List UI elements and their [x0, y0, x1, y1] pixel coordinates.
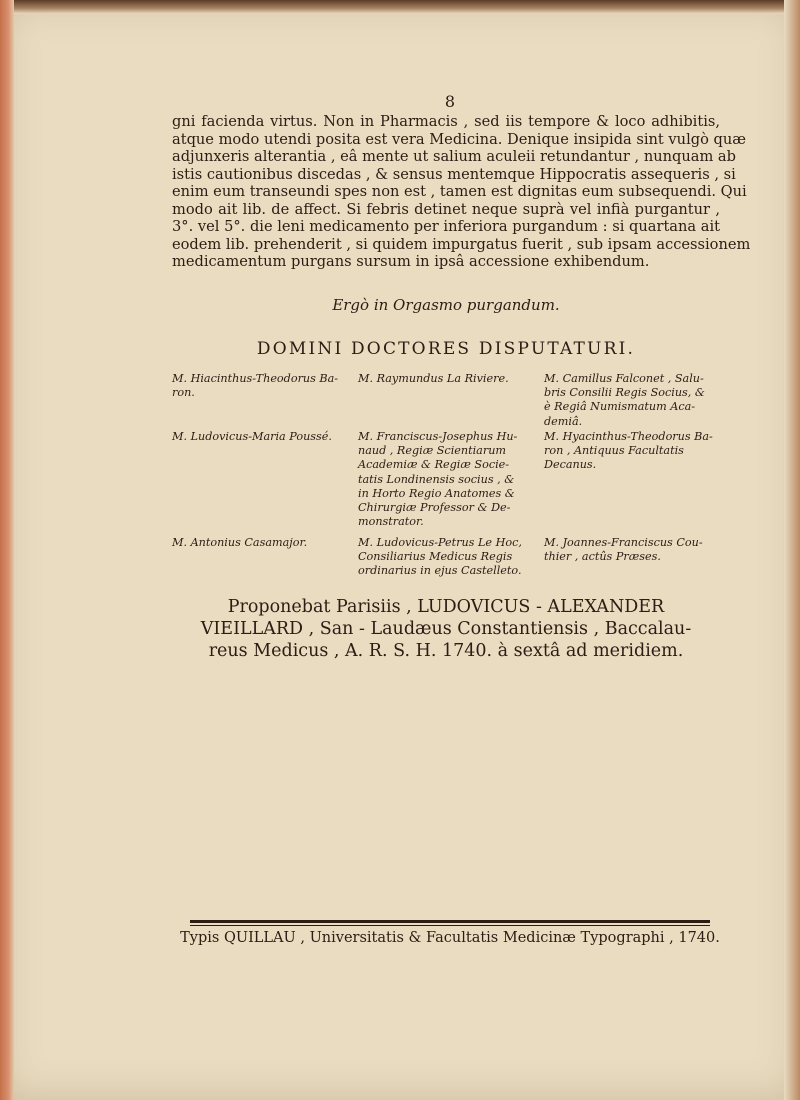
doctor-line: bris Consilii Regis Socius, & [544, 386, 705, 400]
doctor-line: M. Hyacinthus-Theodorus Ba- [544, 430, 713, 443]
doctor-line: ron , Antiquus Facultatis [544, 444, 684, 458]
doctor-entry [358, 536, 544, 579]
doctor-entry [358, 372, 544, 430]
page-right-edge [784, 0, 800, 1100]
doctor-line: M. Hiacinthus-Theodorus Ba- [172, 372, 339, 385]
doctors-list [172, 372, 724, 579]
doctor-line: Consiliarius Medicus Regis [358, 550, 513, 564]
doctor-line: naud , Regiæ Scientiarum [358, 444, 507, 458]
doctor-line: tatis Londinensis socius , & [358, 472, 515, 486]
doctor-entry [544, 372, 724, 430]
doctor-line: Academiæ & Regiæ Socie- [358, 458, 510, 472]
body-line: eodem lib. prehenderit , si quidem impurgatus fuerit , sub ipsam accessionem [172, 235, 751, 253]
doctor-entry [172, 430, 358, 536]
doctor-line: M. Joannes-Franciscus Cou- [544, 536, 703, 549]
footer-rule [190, 920, 710, 923]
body-line: adjunxeris alterantia , eâ mente ut salium aculeii retundantur , nunquam ab [172, 148, 736, 165]
body-line: 3°. vel 5°. die leni medicamento per inferiora purgandum : si quartana ait [172, 218, 720, 235]
doctor-line: Decanus. [544, 458, 597, 472]
doctor-line: demiâ. [544, 414, 583, 428]
body-line: enim eum transeundi spes non est , tamen est dignitas eum subsequendi. Qui [172, 183, 747, 200]
doctor-line: Chirurgiæ Professor & De- [358, 501, 511, 515]
doctor-line: in Horto Regio Anatomes & [358, 486, 515, 500]
body-line: atque modo utendi posita est vera Medicina. Denique insipida sint vulgò quæ [172, 130, 746, 148]
doctors-heading: DOMINI DOCTORES DISPUTATURI. [256, 339, 636, 359]
doctor-line: M. Franciscus-Josephus Hu- [358, 430, 518, 443]
proponebat-line: VIEILLARD , San - Laudæus Constantiensis , Baccalau- [200, 619, 692, 639]
doctor-line: monstrator. [358, 515, 424, 529]
doctor-line: M. Ludovicus-Maria Poussé. [172, 430, 332, 443]
doctor-line: ordinarius in ejus Castelleto. [358, 564, 522, 578]
doctor-entry [544, 536, 724, 579]
body-line: istis cautionibus discedas , & sensus mentemque Hippocratis assequeris , si [172, 165, 736, 183]
doctor-entry [358, 430, 544, 536]
doctor-line: M. Ludovicus-Petrus Le Hoc, [358, 536, 522, 549]
footer-rule-thin [190, 925, 710, 926]
body-line: gni facienda virtus. Non in Pharmacis , sed iis tempore & loco adhibitis, [172, 113, 720, 130]
page-left-edge [0, 0, 14, 1100]
body-paragraph [172, 113, 751, 271]
proponebat-block [172, 596, 720, 662]
body-line: medicamentum purgans sursum in ipsâ accessione exhibendum. [172, 253, 650, 270]
doctor-line: ron. [172, 386, 195, 400]
body-line: modo ait lib. de affect. Si febris detinet neque suprà vel infià purgantur , [172, 200, 720, 218]
doctor-line: thier , actûs Præses. [544, 550, 661, 564]
doctor-entry [172, 536, 358, 579]
proponebat-line: Proponebat Parisiis , LUDOVICUS - ALEXANDER [227, 597, 665, 617]
doctor-line: M. Antonius Casamajor. [172, 536, 308, 549]
doctor-line: M. Raymundus La Riviere. [358, 372, 509, 385]
doctor-entry [172, 372, 358, 430]
printer-imprint: Typis QUILLAU , Universitatis & Facultatis Medicinæ Typographi , 1740. [180, 930, 720, 946]
doctor-line: M. Camillus Falconet , Salu- [544, 372, 704, 385]
page-top-edge [0, 0, 800, 14]
proponebat-line: reus Medicus , A. R. S. H. 1740. à sextâ ad meridiem. [208, 641, 684, 661]
page-number: 8 [444, 92, 456, 111]
doctor-entry [544, 430, 724, 536]
conclusion-line: Ergò in Orgasmo purgandum. [332, 296, 560, 314]
doctor-line: è Regiâ Numismatum Aca- [544, 400, 696, 414]
